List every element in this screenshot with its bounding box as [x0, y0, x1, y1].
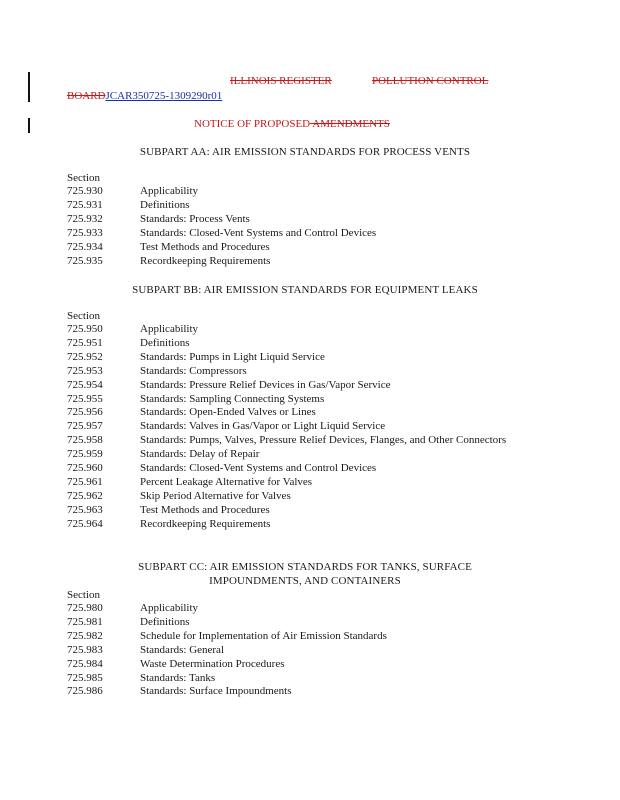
section-entry — [67, 185, 557, 199]
section-number: 725.962 — [67, 489, 103, 502]
section-number: 725.953 — [67, 364, 103, 377]
section-label: Section — [67, 310, 100, 322]
subpart-cc-title-line1: SUBPART CC: AIR EMISSION STANDARDS FOR TANKS, SURFACE — [138, 561, 472, 573]
section-number: 725.984 — [67, 657, 103, 670]
section-entry — [67, 685, 557, 699]
section-label: Section — [67, 172, 100, 184]
section-entry — [67, 420, 557, 434]
section-number: 725.933 — [67, 226, 103, 239]
section-entry — [67, 462, 557, 476]
section-entry — [67, 630, 557, 644]
section-number: 725.932 — [67, 212, 103, 225]
section-number: 725.957 — [67, 420, 103, 433]
section-entry — [67, 406, 557, 420]
notice-title — [194, 118, 390, 130]
section-title: Definitions — [140, 198, 190, 211]
section-title: Applicability — [140, 602, 199, 614]
section-title: Standards: Pumps, Valves, Pressure Relief Devices, Flanges, and Other Connectors — [140, 434, 507, 447]
section-entry — [67, 379, 557, 393]
section-number: 725.954 — [67, 378, 103, 391]
section-number: 725.961 — [67, 475, 103, 488]
section-entry — [67, 602, 557, 616]
section-entry — [67, 448, 557, 462]
section-number: 725.958 — [67, 434, 103, 447]
section-number: 725.931 — [67, 198, 103, 211]
section-title: Standards: Tanks — [140, 671, 216, 684]
section-entry — [67, 658, 557, 672]
section-number: 725.982 — [67, 629, 103, 642]
section-title: Applicability — [140, 323, 199, 335]
subpart-aa-title-text: SUBPART AA: AIR EMISSION STANDARDS FOR PROCESS VENTS — [139, 146, 471, 158]
section-title: Test Methods and Procedures — [140, 240, 270, 253]
section-title: Skip Period Alternative for Valves — [140, 489, 291, 502]
section-entry — [67, 241, 557, 255]
section-title: Standards: Surface Impoundments — [140, 685, 292, 698]
section-title: Applicability — [140, 185, 199, 197]
section-number: 725.956 — [67, 406, 103, 419]
subpart-aa-title — [70, 145, 540, 159]
section-entry — [67, 351, 557, 365]
section-title: Test Methods and Procedures — [140, 503, 270, 516]
register-header: ILLINOIS REGISTER — [230, 75, 332, 87]
section-number: 725.986 — [67, 685, 103, 698]
section-number: 725.985 — [67, 671, 103, 684]
section-title: Standards: Process Vents — [140, 212, 250, 225]
subpart-cc-title — [70, 560, 540, 588]
board-header: POLLUTION CONTROL — [372, 75, 489, 87]
section-label: Section — [67, 589, 100, 601]
subpart-bb-title-text: SUBPART BB: AIR EMISSION STANDARDS FOR EQUIPMENT LEAKS — [132, 284, 478, 296]
board-header-cont: BOARD — [67, 90, 106, 102]
section-entry — [67, 434, 557, 448]
section-entry — [67, 476, 557, 490]
section-title: Standards: Compressors — [140, 364, 247, 377]
subpart-bb-list — [67, 323, 557, 532]
section-number: 725.963 — [67, 503, 103, 516]
section-number: 725.955 — [67, 392, 103, 405]
section-title: Recordkeeping Requirements — [140, 254, 271, 267]
subpart-aa-list — [67, 185, 557, 268]
section-title: Waste Determination Procedures — [140, 657, 285, 670]
section-number: 725.964 — [67, 517, 103, 530]
notice-text: NOTICE OF PROPOSED — [194, 118, 311, 130]
section-entry — [67, 255, 557, 269]
section-title: Recordkeeping Requirements — [140, 517, 271, 530]
change-bar — [28, 72, 30, 102]
section-title: Standards: General — [140, 643, 224, 656]
section-entry — [67, 504, 557, 518]
board-jcar-line — [67, 90, 222, 102]
section-entry — [67, 213, 557, 227]
section-title: Standards: Closed-Vent Systems and Control Devices — [140, 462, 377, 475]
section-number: 725.981 — [67, 615, 103, 628]
section-title: Standards: Closed-Vent Systems and Control Devices — [140, 226, 377, 239]
section-title: Standards: Sampling Connecting Systems — [140, 392, 325, 405]
section-title: Standards: Pumps in Light Liquid Service — [140, 350, 325, 363]
section-entry — [67, 365, 557, 379]
change-bar — [28, 118, 30, 133]
section-number: 725.950 — [67, 323, 103, 335]
section-title: Definitions — [140, 615, 190, 628]
notice-struck-text: AMENDMENTS — [310, 118, 390, 130]
subpart-cc-list — [67, 602, 557, 699]
section-number: 725.930 — [67, 185, 103, 197]
subpart-bb-title — [70, 283, 540, 297]
section-entry — [67, 199, 557, 213]
section-title: Standards: Open-Ended Valves or Lines — [140, 406, 316, 419]
section-entry — [67, 490, 557, 504]
section-number: 725.952 — [67, 350, 103, 363]
section-number: 725.983 — [67, 643, 103, 656]
subpart-cc-title-line2: IMPOUNDMENTS, AND CONTAINERS — [209, 575, 401, 587]
jcar-code: JCAR350725-1309290r01 — [105, 90, 223, 102]
section-entry — [67, 227, 557, 241]
section-title: Standards: Delay of Repair — [140, 448, 260, 461]
section-entry — [67, 644, 557, 658]
section-title: Standards: Pressure Relief Devices in Gas/Vapor Service — [140, 378, 391, 391]
section-entry — [67, 672, 557, 686]
section-entry — [67, 337, 557, 351]
section-number: 725.934 — [67, 240, 103, 253]
section-title: Standards: Valves in Gas/Vapor or Light Liquid Service — [140, 420, 386, 433]
section-title: Schedule for Implementation of Air Emission Standards — [140, 629, 387, 642]
section-number: 725.959 — [67, 448, 103, 461]
section-title: Percent Leakage Alternative for Valves — [140, 475, 313, 488]
section-number: 725.980 — [67, 602, 103, 614]
section-number: 725.951 — [67, 336, 103, 349]
section-entry — [67, 393, 557, 407]
section-entry — [67, 518, 557, 532]
section-entry — [67, 616, 557, 630]
section-entry — [67, 323, 557, 337]
section-number: 725.960 — [67, 462, 103, 475]
section-title: Definitions — [140, 336, 190, 349]
section-number: 725.935 — [67, 254, 103, 267]
